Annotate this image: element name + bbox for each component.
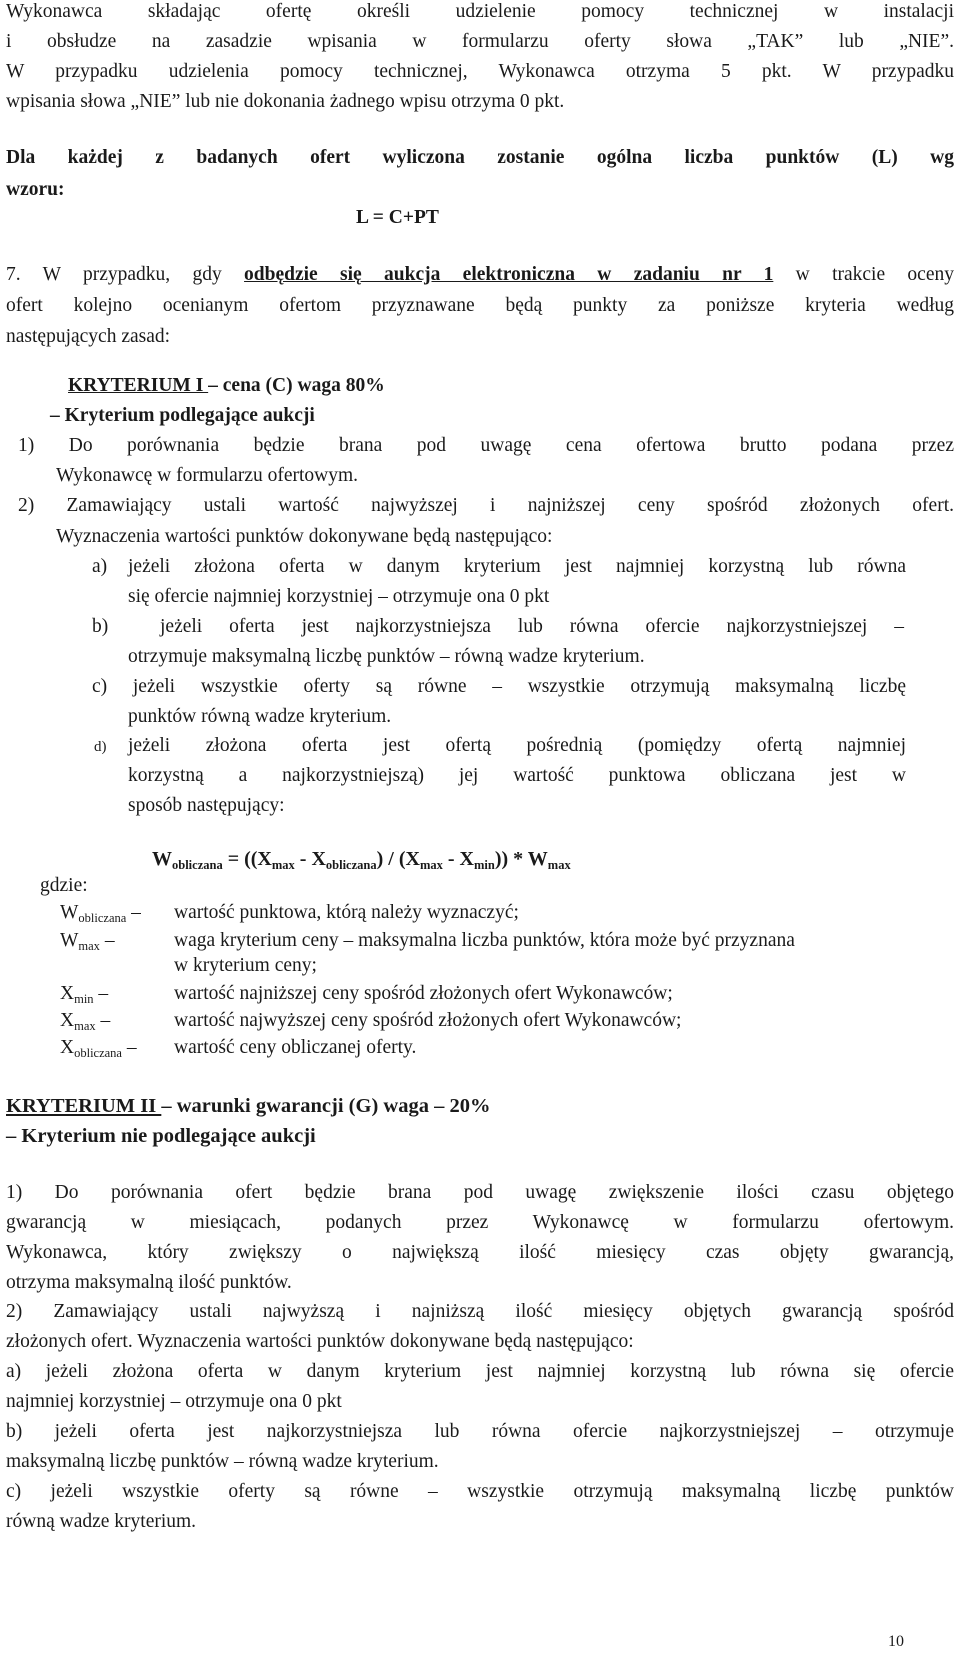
k2-a-line-2: najmniej korzystniej – otrzymuje ona 0 pkt <box>6 1391 342 1412</box>
point7-prefix: 7. W przypadku, gdy <box>6 264 245 285</box>
point7-underlined: odbędzie się aukcja elektroniczna w zadaniu nr 1 <box>244 264 774 285</box>
point7-line-1 <box>6 265 954 285</box>
k1-p2-line-2: Wyznaczenia wartości punktów dokonywane będą następująco: <box>56 526 553 547</box>
legend-desc: wartość punktowa, którą należy wyznaczyć; <box>174 902 519 923</box>
intro-line-1: Wykonawca składając ofertę określi udzielenie pomocy technicznej w instalacji <box>6 1 954 22</box>
k2-title-underlined: KRYTERIUM II <box>6 1095 162 1117</box>
k2-c-line-2: równą wadze kryterium. <box>6 1511 197 1532</box>
legend-symbol: $W_{max}$ – <box>60 930 115 953</box>
point7-line-2: ofert kolejno ocenianym ofertom przyznawane będą punkty za poniższe kryteria według <box>6 295 954 316</box>
legend-symbol: $X_{obliczana}$ – <box>60 1037 137 1060</box>
k1-b-label: b) <box>92 616 109 637</box>
k1-a-label: a) <box>92 556 108 577</box>
k2-a-line-1: a) jeżeli złożona oferta w danym kryterium jest najmniej korzystną lub równa się ofercie <box>6 1361 954 1382</box>
k1-title <box>68 376 385 396</box>
k2-title <box>6 1096 490 1117</box>
k2-p2-line-1: 2) Zamawiający ustali najwyższą i najniższą ilość miesięcy objętych gwarancją spośród <box>6 1301 954 1322</box>
k2-b-line-2: maksymalną liczbę punktów – równą wadze kryterium. <box>6 1451 439 1472</box>
k1-d-line-3: sposób następujący: <box>128 795 285 816</box>
legend-desc: wartość ceny obliczanej oferty. <box>174 1037 417 1058</box>
k1-p1-line-2: Wykonawcę w formularzu ofertowym. <box>56 465 359 486</box>
k1-b-line-1: jeżeli oferta jest najkorzystniejsza lub równa ofercie najkorzystniejszej – <box>160 616 904 637</box>
k2-b-line-1: b) jeżeli oferta jest najkorzystniejsza lub równa ofercie najkorzystniejszej – otrzymuje <box>6 1421 954 1442</box>
k2-c-line-1: c) jeżeli wszystkie oferty są równe – wszystkie otrzymują maksymalną liczbę punktów <box>6 1481 954 1502</box>
k1-title-underlined: KRYTERIUM I <box>68 375 209 396</box>
k1-a-line-2: się ofercie najmniej korzystniej – otrzymuje ona 0 pkt <box>128 586 550 607</box>
intro-line-3: W przypadku udzielenia pomocy technicznej, Wykonawca otrzyma 5 pkt. W przypadku <box>6 61 954 82</box>
page-number: 10 <box>888 1633 904 1650</box>
total-line-2: wzoru: <box>6 179 65 200</box>
total-formula: L = C+PT <box>356 207 439 228</box>
k2-p1-line-2: gwarancją w miesiącach, podanych przez Wykonawcę w formularzu ofertowym. <box>6 1212 954 1233</box>
k2-p1-line-1: 1) Do porównania ofert będzie brana pod uwagę zwiększenie ilości czasu objętego <box>6 1182 954 1203</box>
k1-d-line-2: korzystną a najkorzystniejszą) jej wartość punktowa obliczana jest w <box>128 765 906 786</box>
intro-line-2: i obsłudze na zasadzie wpisania w formularzu oferty słowa „TAK” lub „NIE”. <box>6 31 954 52</box>
k2-subtitle: – Kryterium nie podlegające aukcji <box>6 1125 316 1147</box>
k1-a-line-1: jeżeli złożona oferta w danym kryterium jest najmniej korzystną lub równa <box>128 556 906 577</box>
legend-desc: wartość najniższej ceny spośród złożonych ofert Wykonawców; <box>174 983 673 1004</box>
legend-desc-cont: w kryterium ceny; <box>174 955 317 976</box>
legend-desc: waga kryterium ceny – maksymalna liczba punktów, która może być przyznana <box>174 930 795 951</box>
k1-d-label: d) <box>94 739 107 755</box>
k1-title-rest: – cena (C) waga 80% <box>208 375 385 396</box>
legend-symbol: $X_{min}$ – <box>60 983 109 1006</box>
score-formula: $W_{obliczana} = ((X_{max} - X_{obliczana}) / (X_{max} - X_{min})) * W_{max}$ <box>152 848 571 872</box>
intro-line-4: wpisania słowa „NIE” lub nie dokonania żadnego wpisu otrzyma 0 pkt. <box>6 91 565 112</box>
k1-p2-line-1: 2) Zamawiający ustali wartość najwyższej i najniższej ceny spośród złożonych ofert. <box>18 495 954 516</box>
legend-symbol: $X_{max}$ – <box>60 1010 111 1033</box>
point7-suffix: w trakcie oceny <box>773 264 954 285</box>
k1-c-line-1: c) jeżeli wszystkie oferty są równe – wszystkie otrzymują maksymalną liczbę <box>92 676 906 697</box>
point7-line-3: następujących zasad: <box>6 326 171 347</box>
k1-subtitle: – Kryterium podlegające aukcji <box>50 405 315 426</box>
legend-gdzie: gdzie: <box>40 875 88 896</box>
k2-p1-line-4: otrzyma maksymalną ilość punktów. <box>6 1272 292 1293</box>
k1-d-line-1: jeżeli złożona oferta jest ofertą pośrednią (pomiędzy ofertą najmniej <box>128 735 906 756</box>
total-line-1: Dla każdej z badanych ofert wyliczona zostanie ogólna liczba punktów (L) wg <box>6 147 954 168</box>
k2-title-rest: – warunki gwarancji (G) waga – 20% <box>161 1095 491 1117</box>
k1-b-line-2: otrzymuje maksymalną liczbę punktów – równą wadze kryterium. <box>128 646 645 667</box>
legend-symbol: $W_{obliczana}$ – <box>60 902 141 925</box>
k2-p1-line-3: Wykonawca, który zwiększy o największą ilość miesięcy czas objęty gwarancją, <box>6 1242 954 1263</box>
legend-desc: wartość najwyższej ceny spośród złożonych ofert Wykonawców; <box>174 1010 682 1031</box>
k2-p2-line-2: złożonych ofert. Wyznaczenia wartości punktów dokonywane będą następująco: <box>6 1331 634 1352</box>
k1-c-line-2: punktów równą wadze kryterium. <box>128 706 392 727</box>
k1-p1-line-1: 1) Do porównania będzie brana pod uwagę cena ofertowa brutto podana przez <box>18 435 954 456</box>
